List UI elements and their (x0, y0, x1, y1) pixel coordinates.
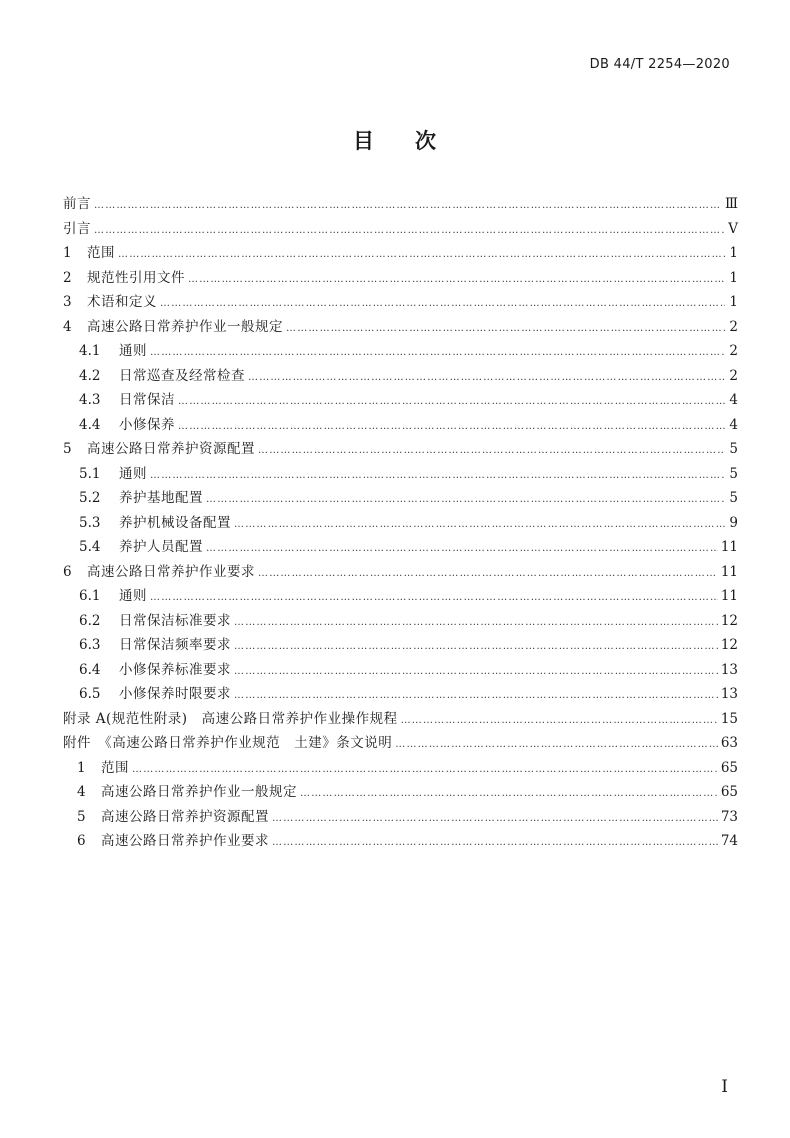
toc-leader-dots (206, 537, 718, 562)
toc-entry[interactable] (63, 462, 738, 487)
toc-leader-dots (132, 758, 718, 783)
toc-entry[interactable] (63, 413, 738, 438)
table-of-contents (63, 192, 738, 854)
toc-entry-label: 日常保洁 (119, 392, 175, 408)
toc-entry-page: 9 (729, 514, 738, 531)
toc-entry-label: 高速公路日常养护作业一般规定 (87, 318, 283, 335)
toc-leader-dots (150, 341, 725, 366)
toc-entry[interactable] (63, 731, 738, 756)
toc-leader-dots (272, 831, 718, 856)
toc-entry-label: 高速公路日常养护资源配置 (101, 808, 269, 825)
toc-entry[interactable] (63, 829, 738, 854)
toc-entry-label: 日常保洁频率要求 (119, 637, 231, 653)
toc-entry-number: 3 (63, 294, 72, 310)
toc-entry[interactable] (63, 486, 738, 511)
toc-entry-page: 1 (729, 294, 738, 310)
toc-entry[interactable] (63, 707, 738, 732)
toc-leader-dots (258, 439, 725, 464)
toc-entry[interactable] (63, 682, 738, 707)
toc-entry-number: 5.1 (79, 465, 101, 482)
toc-leader-dots (94, 194, 722, 219)
toc-entry[interactable] (63, 511, 738, 536)
toc-leader-dots (178, 415, 725, 440)
toc-entry-page: Ⅲ (724, 196, 738, 212)
toc-entry-number: 4.4 (79, 416, 101, 433)
toc-entry[interactable] (63, 780, 738, 805)
toc-entry-page: 73 (720, 808, 738, 825)
toc-entry-number: 2 (63, 269, 72, 286)
toc-leader-dots (234, 660, 718, 685)
toc-entry[interactable] (63, 535, 738, 560)
toc-entry-label: 养护基地配置 (119, 490, 203, 506)
toc-entry-label: 规范性引用文件 (87, 269, 185, 286)
toc-entry-page: 1 (729, 269, 738, 286)
toc-entry[interactable] (63, 217, 738, 242)
toc-entry-page: 65 (720, 784, 738, 800)
toc-entry-label: 附件 《高速公路日常养护作业规范 土建》条文说明 (63, 735, 393, 751)
standard-code: DB 44/T 2254—2020 (589, 57, 730, 72)
toc-entry-page: 12 (720, 637, 738, 653)
toc-entry[interactable] (63, 756, 738, 781)
toc-entry-page: 63 (720, 735, 738, 751)
toc-leader-dots (206, 488, 725, 513)
toc-entry-page: 2 (729, 367, 738, 384)
toc-leader-dots (178, 390, 725, 415)
toc-entry-label: 范围 (87, 245, 115, 261)
toc-entry-number: 5.4 (79, 539, 101, 555)
toc-leader-dots (234, 611, 718, 636)
toc-entry-page: 5 (729, 441, 738, 457)
toc-entry-page: 15 (720, 710, 738, 727)
toc-entry-label: 小修保养标准要求 (119, 661, 231, 678)
toc-leader-dots (286, 317, 725, 342)
toc-entry-number: 6.3 (79, 637, 101, 653)
toc-leader-dots (150, 586, 718, 611)
toc-entry-number: 6 (63, 563, 72, 580)
toc-entry-number: 5.2 (79, 490, 101, 506)
toc-entry[interactable] (63, 192, 738, 217)
toc-leader-dots (395, 733, 718, 758)
toc-entry-label: 日常保洁标准要求 (119, 612, 231, 629)
toc-leader-dots (94, 219, 725, 244)
toc-entry-number: 6.5 (79, 686, 101, 702)
toc-entry[interactable] (63, 290, 738, 315)
toc-entry[interactable] (63, 805, 738, 830)
toc-leader-dots (234, 513, 725, 538)
toc-entry-label: 引言 (63, 220, 91, 237)
title-part-1: 目 (353, 129, 375, 153)
toc-entry-number: 5 (77, 808, 86, 825)
toc-entry[interactable] (63, 339, 738, 364)
toc-leader-dots (188, 268, 725, 293)
toc-leader-dots (248, 366, 725, 391)
toc-entry-page: 2 (729, 343, 738, 359)
toc-entry-label: 通则 (119, 588, 147, 604)
toc-entry-number: 4.2 (79, 367, 101, 384)
toc-entry-page: 5 (729, 490, 738, 506)
toc-entry-number: 5.3 (79, 514, 101, 531)
toc-entry-page: 2 (729, 318, 738, 335)
toc-entry-page: 13 (720, 661, 738, 678)
toc-entry-label: 前言 (63, 196, 91, 212)
footer-page-number: Ⅰ (721, 1077, 728, 1097)
toc-leader-dots (150, 464, 725, 489)
toc-entry-page: 4 (729, 416, 738, 433)
toc-entry-page: 12 (720, 612, 738, 629)
toc-entry[interactable] (63, 266, 738, 291)
toc-entry-number: 1 (77, 759, 86, 776)
toc-entry[interactable] (63, 315, 738, 340)
toc-entry[interactable] (63, 658, 738, 683)
toc-entry-page: 65 (720, 759, 738, 776)
toc-entry-label: 附录 A(规范性附录) 高速公路日常养护作业操作规程 (63, 710, 398, 727)
toc-entry-number: 4 (63, 318, 72, 335)
toc-entry-label: 养护人员配置 (119, 539, 203, 555)
toc-entry-page: Ⅴ (728, 220, 738, 237)
toc-entry-number: 4.1 (79, 343, 101, 359)
toc-entry-label: 高速公路日常养护作业要求 (87, 563, 255, 580)
toc-entry-label: 通则 (119, 465, 147, 482)
toc-entry-page: 74 (720, 833, 738, 849)
toc-entry[interactable] (63, 364, 738, 389)
toc-leader-dots (118, 243, 725, 268)
toc-leader-dots (401, 709, 718, 734)
toc-entry-number: 4.3 (79, 392, 101, 408)
toc-entry-label: 养护机械设备配置 (119, 514, 231, 531)
toc-entry-label: 范围 (101, 759, 129, 776)
toc-leader-dots (234, 684, 718, 709)
toc-leader-dots (234, 635, 718, 660)
toc-entry[interactable] (63, 437, 738, 462)
toc-entry[interactable] (63, 241, 738, 266)
toc-entry[interactable] (63, 584, 738, 609)
toc-entry-page: 11 (720, 563, 738, 580)
page-title (0, 125, 790, 155)
toc-entry-label: 高速公路日常养护作业要求 (101, 833, 269, 849)
toc-entry-label: 日常巡查及经常检查 (119, 367, 245, 384)
toc-leader-dots (160, 292, 725, 317)
toc-entry-number: 1 (63, 245, 72, 261)
toc-entry-label: 通则 (119, 343, 147, 359)
toc-entry-page: 11 (720, 539, 738, 555)
toc-entry-label: 高速公路日常养护作业一般规定 (101, 784, 297, 800)
toc-entry-page: 4 (729, 392, 738, 408)
title-part-2: 次 (415, 129, 437, 153)
toc-leader-dots (272, 807, 718, 832)
toc-entry-label: 高速公路日常养护资源配置 (87, 441, 255, 457)
toc-entry-number: 5 (63, 441, 72, 457)
toc-entry-number: 4 (77, 784, 86, 800)
toc-entry-number: 6.1 (79, 588, 101, 604)
toc-leader-dots (258, 562, 718, 587)
toc-entry-page: 5 (729, 465, 738, 482)
toc-entry-label: 小修保养时限要求 (119, 686, 231, 702)
toc-entry-label: 术语和定义 (87, 294, 157, 310)
toc-entry-page: 11 (720, 588, 738, 604)
toc-entry[interactable] (63, 609, 738, 634)
toc-entry-page: 13 (720, 686, 738, 702)
toc-entry-number: 6 (77, 833, 86, 849)
toc-entry-number: 6.4 (79, 661, 101, 678)
toc-entry[interactable] (63, 633, 738, 658)
toc-entry-label: 小修保养 (119, 416, 175, 433)
toc-leader-dots (300, 782, 718, 807)
toc-entry-page: 1 (729, 245, 738, 261)
toc-entry[interactable] (63, 560, 738, 585)
toc-entry-number: 6.2 (79, 612, 101, 629)
toc-entry[interactable] (63, 388, 738, 413)
